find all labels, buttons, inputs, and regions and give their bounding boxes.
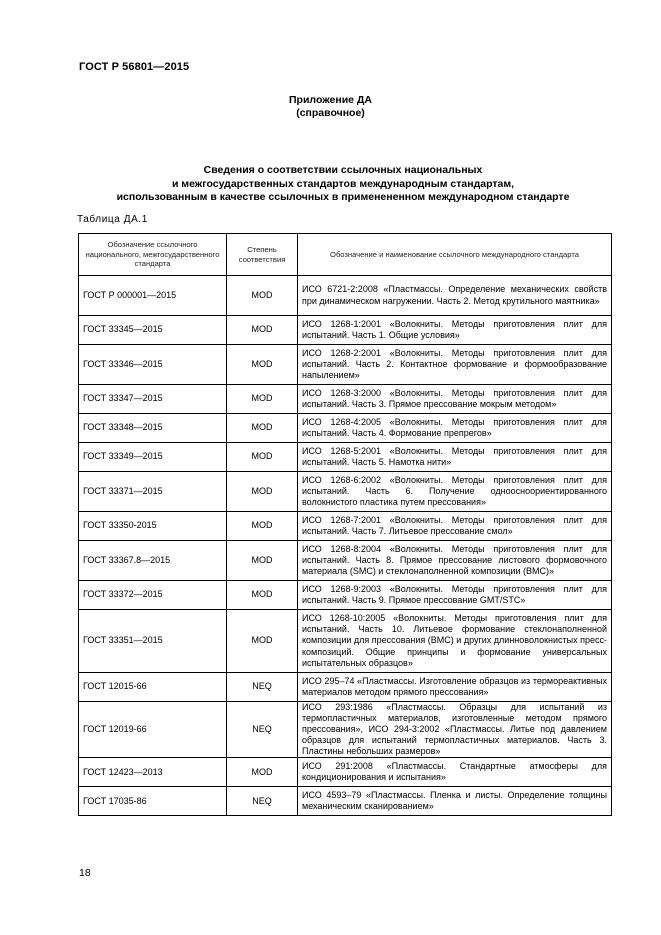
heading-line: Сведения о соответствии ссылочных национальных [203,164,483,176]
header-gost: Обозначение ссылочного национального, межгосударственного стандарта [79,234,227,276]
table-label: Таблица ДА.1 [77,214,148,225]
compliance-degree: MOD [227,345,298,385]
table-row [79,345,612,385]
appendix-heading [0,94,661,120]
gost-designation: ГОСТ 12019-66 [79,702,227,758]
gost-designation: ГОСТ 12423—2013 [79,758,227,787]
compliance-degree: MOD [227,472,298,512]
gost-designation: ГОСТ 33372—2015 [79,581,227,610]
table-row [79,758,612,787]
table-row [79,443,612,472]
section-heading [79,164,607,205]
compliance-degree: MOD [227,610,298,673]
document-code: ГОСТ Р 56801—2015 [79,61,190,73]
heading-line: использованным в качестве ссылочных в применененном международном стандарте [116,191,570,203]
table-row [79,472,612,512]
gost-designation: ГОСТ 12015-66 [79,673,227,702]
table-header-row [79,234,612,276]
iso-designation: ИСО 1268-9:2003 «Волокниты. Методы приготовления плит для испытаний. Часть 9. Прямое прессование GMT/STC» [298,581,612,610]
appendix-note: (справочное) [296,107,365,119]
page-number: 18 [79,867,91,879]
compliance-degree: MOD [227,414,298,443]
iso-designation: ИСО 1268-7:2001 «Волокниты. Методы приготовления плит для испытаний. Часть 7. Литьевое прессование смол» [298,512,612,541]
gost-designation: ГОСТ 17035-86 [79,787,227,816]
iso-designation: ИСО 291:2008 «Пластмассы. Стандартные атмосферы для кондиционирования и испытания» [298,758,612,787]
iso-designation: ИСО 4593–79 «Пластмассы. Пленка и листы. Определение толщины механическим сканированием» [298,787,612,816]
table-row [79,581,612,610]
gost-designation: ГОСТ 33348—2015 [79,414,227,443]
gost-designation: ГОСТ 33345—2015 [79,316,227,345]
gost-designation: ГОСТ Р 000001—2015 [79,276,227,316]
compliance-degree: NEQ [227,673,298,702]
header-iso: Обозначение и наименование ссылочного международного стандарта [298,234,612,276]
compliance-degree: MOD [227,581,298,610]
iso-designation: ИСО 1268-10:2005 «Волокниты. Методы приготовления плит для испытаний. Часть 10. Литьевое формование стеклонаполненной композиции для прессования (BMC) и других длинноволокнистых пресс-композиций. Общие принципы и формование универсальных испытательных образцов» [298,610,612,673]
table-row [79,316,612,345]
correspondence-table [78,233,612,816]
compliance-degree: MOD [227,385,298,414]
gost-designation: ГОСТ 33371—2015 [79,472,227,512]
gost-designation: ГОСТ 33350-2015 [79,512,227,541]
iso-designation: ИСО 1268-4:2005 «Волокниты. Методы приготовления плит для испытаний. Часть 4. Формование препрегов» [298,414,612,443]
compliance-degree: MOD [227,512,298,541]
table-row [79,610,612,673]
compliance-degree: MOD [227,758,298,787]
compliance-degree: MOD [227,316,298,345]
heading-line: и межгосударственных стандартов международным стандартам, [171,177,515,190]
iso-designation: ИСО 1268-6:2002 «Волокниты. Методы приготовления плит для испытаний. Часть 6. Получение одноосноориентированного волокнистого пластика путем прессования» [298,472,612,512]
table-row [79,276,612,316]
table-row [79,385,612,414]
table-row [79,512,612,541]
table-row [79,414,612,443]
gost-designation: ГОСТ 33349—2015 [79,443,227,472]
compliance-degree: MOD [227,443,298,472]
iso-designation: ИСО 293:1986 «Пластмассы. Образцы для испытаний из термопластичных материалов, изготовленные методом прямого прессования», ИСО 294-3:2002 «Пластмассы. Литье под давлением образцов для испытаний термопластичных материалов. Часть 3. Пластины небольших размеров» [298,702,612,758]
iso-designation: ИСО 1268-2:2001 «Волокниты. Методы приготовления плит для испытаний. Часть 2. Контактное формование и формообразование напылением» [298,345,612,385]
iso-designation: ИСО 1268-5:2001 «Волокниты. Методы приготовления плит для испытаний. Часть 5. Намотка нити» [298,443,612,472]
iso-designation: ИСО 295–74 «Пластмассы. Изготовление образцов из термореактивных материалов методом прямого прессования» [298,673,612,702]
header-degree: Степень соответствия [227,234,298,276]
table-row [79,787,612,816]
gost-designation: ГОСТ 33347—2015 [79,385,227,414]
table-row [79,541,612,581]
compliance-degree: NEQ [227,702,298,758]
appendix-title: Приложение ДА [289,94,372,106]
compliance-degree: MOD [227,541,298,581]
iso-designation: ИСО 6721-2:2008 «Пластмассы. Определение механических свойств при динамическом нагружении. Часть 2. Метод крутильного маятника» [298,276,612,316]
compliance-degree: NEQ [227,787,298,816]
compliance-degree: MOD [227,276,298,316]
iso-designation: ИСО 1268-8:2004 «Волокниты. Методы приготовления плит для испытаний. Часть 8. Прямое прессование листового формовочного материала (SMC) и стеклонаполненной композиции (BMC)» [298,541,612,581]
gost-designation: ГОСТ 33351—2015 [79,610,227,673]
iso-designation: ИСО 1268-1:2001 «Волокниты. Методы приготовления плит для испытаний. Часть 1. Общие условия» [298,316,612,345]
table-row [79,673,612,702]
gost-designation: ГОСТ 33346—2015 [79,345,227,385]
iso-designation: ИСО 1268-3:2000 «Волокниты. Методы приготовления плит для испытаний. Часть 3. Прямое прессование мокрым методом» [298,385,612,414]
table-row [79,702,612,758]
gost-designation: ГОСТ 33367.8—2015 [79,541,227,581]
